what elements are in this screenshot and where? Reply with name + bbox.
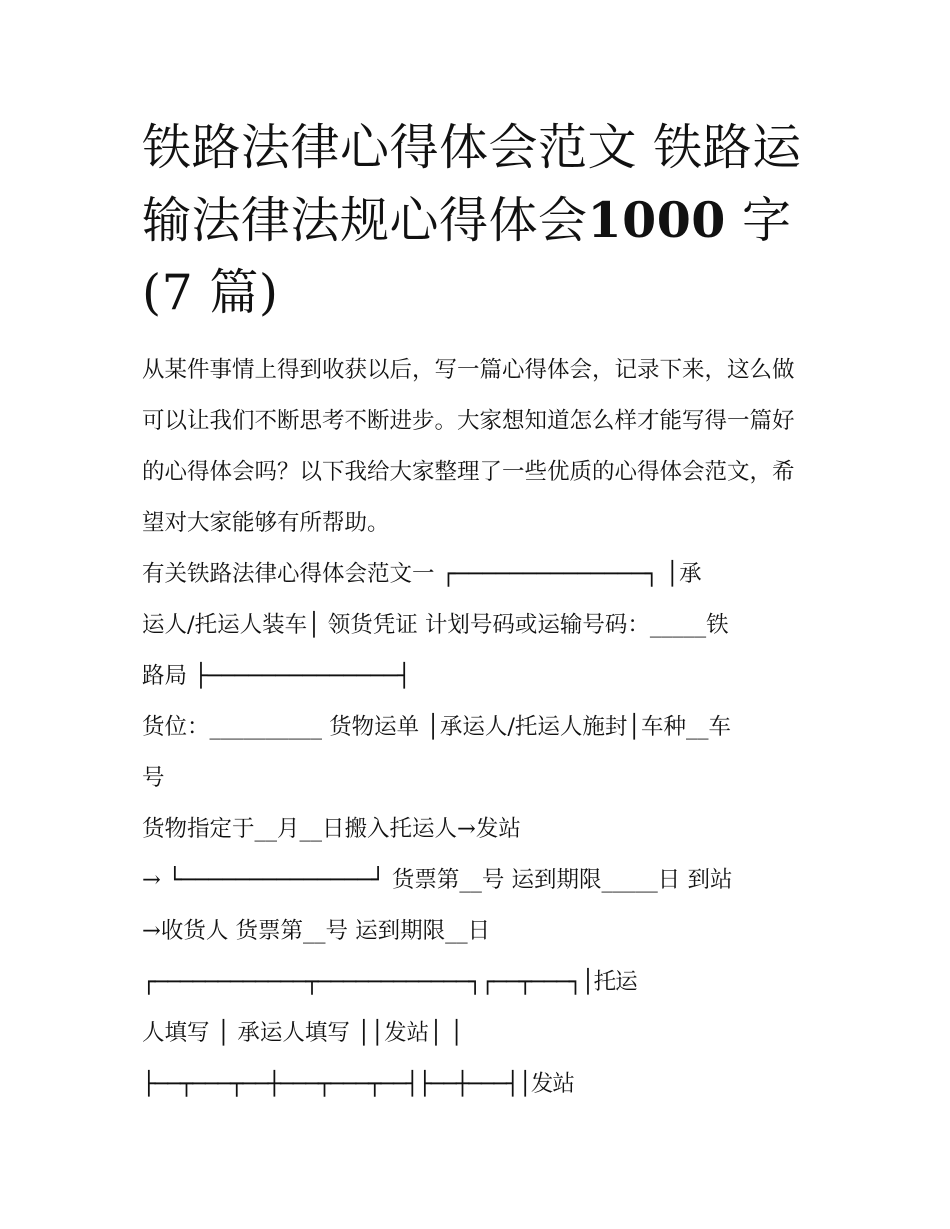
form-line-6: 货物指定于__月__日搬入托运人→发站: [142, 816, 521, 842]
form-section: [142, 549, 812, 1110]
title-part1: 铁路法律心得体会范文 铁路运输法律法规心得体会: [142, 119, 802, 249]
document-page: [142, 112, 812, 1110]
document-title: [142, 112, 812, 329]
form-table-divider: ├──┬───┬──┼───┬───┬──┤├──┼───┤│发站: [142, 1071, 574, 1097]
form-line-8: →收货人 货票第__号 运到期限__日: [142, 918, 491, 944]
form-line-1: 有关铁路法律心得体会范文一 ┌──────────────┐ │承: [142, 561, 702, 587]
intro-paragraph: 从某件事情上得到收获以后，写一篇心得体会，记录下来，这么做可以让我们不断思考不断进步。大家想知道怎么样才能写得一篇好的心得体会吗？以下我给大家整理了一些优质的心得体会范文，希望对大家能够有所帮助。: [142, 357, 795, 536]
form-table-top-border: ┌────────────┬────────────┐┌──┬───┐│托运: [142, 969, 637, 995]
title-part2: 字(7 篇): [142, 192, 792, 321]
form-line-3: 路局 ├──────────────┤: [142, 663, 411, 689]
form-line-4: 货位：__________ 货物运单 │承运人/托运人施封│车种__车: [142, 714, 731, 740]
title-number: 1000: [587, 191, 726, 249]
form-table-header-row: 人填写 │ 承运人填写 ││发站│ │: [142, 1020, 464, 1046]
form-line-7: → └──────────────┘ 货票第__号 运到期限_____日 到站: [142, 867, 733, 893]
form-line-2: 运人/托运人装车│ 领货凭证 计划号码或运输号码：_____铁: [142, 612, 729, 638]
form-line-5: 号: [142, 765, 165, 791]
